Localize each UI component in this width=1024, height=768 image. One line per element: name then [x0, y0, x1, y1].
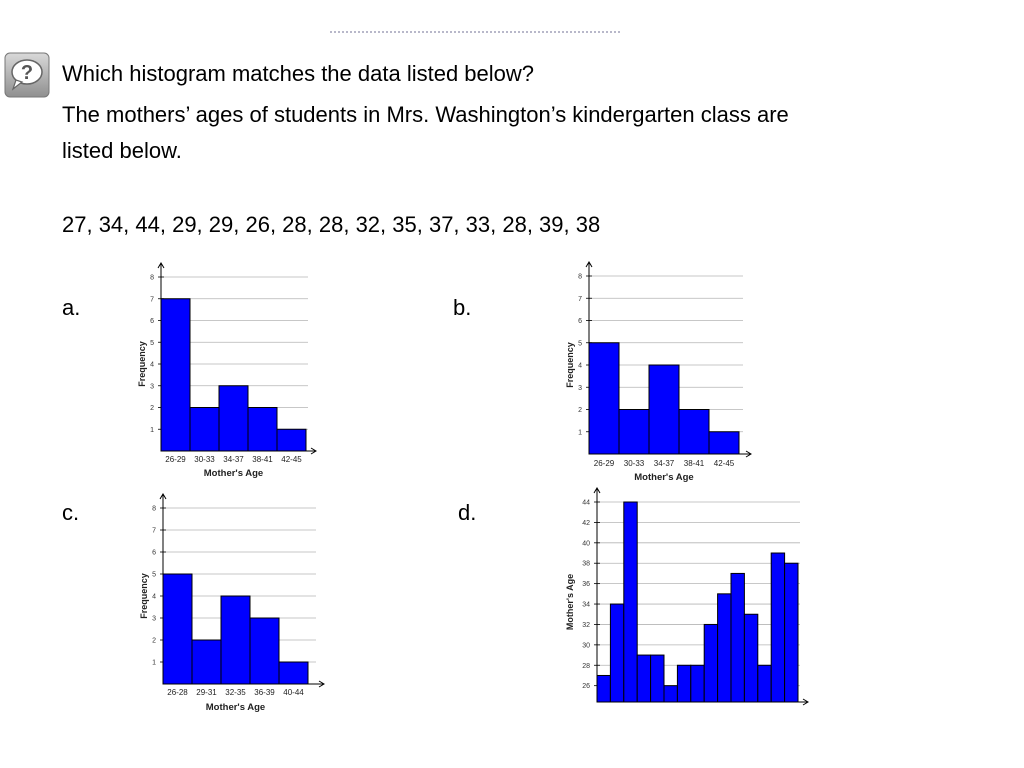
x-tick-label: 30-33	[194, 455, 215, 464]
y-tick-label: 8	[152, 505, 156, 513]
histogram-bar	[219, 386, 248, 451]
y-tick-label: 30	[582, 642, 590, 650]
y-tick-label: 5	[578, 340, 582, 348]
histogram-bar	[589, 343, 619, 454]
histogram-bar	[649, 365, 679, 454]
y-axis-title: Mother's Age	[565, 573, 575, 631]
histogram-bar	[771, 553, 784, 702]
y-tick-label: 8	[150, 274, 154, 282]
y-tick-label: 2	[578, 407, 582, 414]
option-c-label[interactable]: c.	[62, 500, 80, 525]
histogram-bar	[277, 429, 306, 451]
description-line-2: listed below.	[62, 138, 182, 163]
y-tick-label: 8	[578, 273, 582, 281]
y-tick-label: 7	[578, 295, 582, 303]
histogram-bar	[192, 640, 221, 684]
x-tick-label: 40-44	[283, 688, 304, 697]
histogram-bar	[163, 574, 192, 684]
x-tick-label: 42-45	[281, 455, 302, 464]
y-tick-label: 4	[578, 362, 582, 370]
y-tick-label: 44	[582, 499, 590, 507]
x-tick-label: 29-31	[196, 688, 217, 697]
y-tick-label: 38	[582, 560, 590, 568]
histogram-bar	[691, 665, 704, 702]
question-bubble-icon	[4, 52, 50, 98]
y-tick-label: 4	[152, 593, 156, 601]
histogram-bar	[718, 594, 731, 702]
y-tick-label: 6	[152, 549, 156, 557]
x-tick-label: 26-28	[167, 688, 188, 697]
histogram-bar	[190, 408, 219, 452]
y-tick-label: 2	[150, 405, 154, 412]
y-tick-label: 5	[150, 339, 154, 347]
y-tick-label: 3	[152, 615, 156, 623]
option-b-label[interactable]: b.	[453, 295, 472, 320]
histogram-bar	[677, 665, 690, 702]
histogram-bar	[679, 410, 709, 455]
y-tick-label: 1	[578, 429, 582, 437]
histogram-bar	[161, 299, 190, 451]
y-axis-title: Frequency	[565, 342, 575, 388]
y-tick-label: 2	[152, 637, 156, 645]
y-axis-title: Frequency	[139, 573, 149, 619]
histogram-c[interactable]	[134, 486, 354, 716]
histogram-bar	[664, 686, 677, 702]
y-tick-label: 34	[582, 601, 590, 609]
x-tick-label: 34-37	[653, 459, 675, 468]
y-tick-label: 26	[582, 683, 590, 691]
y-tick-label: 40	[582, 540, 590, 548]
x-tick-label: 38-41	[683, 459, 705, 468]
description-line-1: The mothers’ ages of students in Mrs. Washington’s kindergarten class are	[62, 102, 789, 127]
y-tick-label: 1	[152, 659, 156, 667]
y-tick-label: 3	[150, 383, 154, 391]
histogram-bar	[610, 604, 623, 702]
histogram-a[interactable]	[130, 255, 350, 485]
histogram-bar	[704, 624, 717, 702]
histogram-bar	[744, 614, 757, 702]
option-d-label[interactable]: d.	[458, 500, 477, 525]
histogram-bar	[624, 502, 637, 702]
x-axis-title: Mother's Age	[203, 468, 264, 479]
histogram-bar	[637, 655, 650, 702]
x-tick-label: 26-29	[165, 455, 186, 464]
header-dotted-line	[330, 31, 620, 37]
y-tick-label: 7	[152, 527, 156, 535]
histogram-bar	[651, 655, 664, 702]
x-tick-label: 36-39	[254, 688, 275, 697]
y-tick-label: 5	[152, 571, 156, 579]
y-axis-title: Frequency	[137, 341, 147, 387]
x-tick-label: 38-41	[252, 455, 273, 464]
svg-text:?: ?	[20, 62, 34, 84]
x-axis-title: Mother's Age	[205, 702, 266, 713]
histogram-bar	[731, 573, 744, 702]
histogram-bar	[279, 662, 308, 684]
x-tick-label: 30-33	[623, 459, 645, 468]
y-tick-label: 3	[578, 384, 582, 392]
histogram-bar	[221, 596, 250, 684]
y-tick-label: 32	[582, 621, 590, 629]
x-axis-title: Mother's Age	[634, 472, 694, 483]
histogram-d[interactable]	[560, 492, 820, 717]
option-a-label[interactable]: a.	[62, 295, 81, 320]
y-tick-label: 42	[582, 519, 590, 527]
histogram-bar	[597, 675, 610, 702]
histogram-bar	[248, 408, 277, 452]
histogram-bar	[619, 410, 649, 455]
y-tick-label: 4	[150, 361, 154, 369]
y-tick-label: 36	[582, 581, 590, 589]
histogram-b[interactable]	[560, 258, 780, 488]
question-text: Which histogram matches the data listed below?	[62, 61, 535, 86]
histogram-bar	[709, 432, 739, 454]
histogram-bar	[250, 618, 279, 684]
y-tick-label: 6	[150, 318, 154, 325]
x-tick-label: 26-29	[593, 459, 615, 468]
y-tick-label: 7	[150, 296, 154, 304]
x-tick-label: 34-37	[223, 455, 244, 464]
y-tick-label: 1	[150, 426, 154, 434]
y-tick-label: 28	[582, 662, 590, 670]
data-values: 27, 34, 44, 29, 29, 26, 28, 28, 32, 35, 37, 33, 28, 39, 38	[62, 212, 601, 237]
y-tick-label: 6	[578, 318, 582, 325]
histogram-bar	[785, 563, 798, 702]
histogram-bar	[758, 665, 771, 702]
x-tick-label: 42-45	[713, 459, 735, 468]
x-tick-label: 32-35	[225, 688, 246, 697]
